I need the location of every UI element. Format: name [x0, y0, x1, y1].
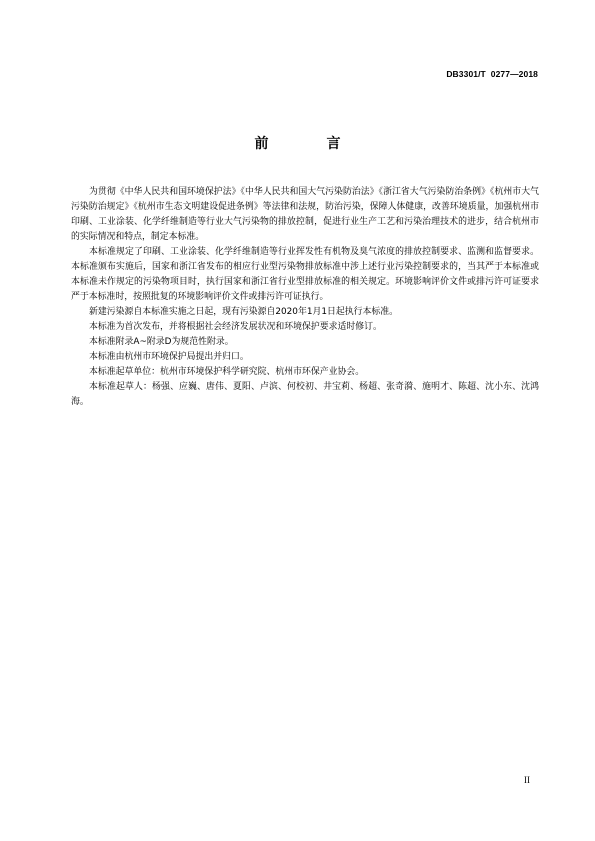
- page-title: 前 言: [254, 136, 363, 152]
- paragraph-purpose: 为贯彻《中华人民共和国环境保护法》《中华人民共和国大气污染防治法》《浙江省大气污染防治条例》《杭州市大气污染防治规定》《杭州市生态文明建设促进条例》等法律和法规，防治污染，保障人体健康，改善环境质量，加强杭州市印刷、工业涂装、化学纤维制造等行业大气污染物的排放控制，促进行业生产工艺和污染治理技术的进步，结合杭州市的实际情况和特点，制定本标准。: [71, 187, 539, 242]
- paragraph-scope: 本标准规定了印刷、工业涂装、化学纤维制造等行业挥发性有机物及臭气浓度的排放控制要求、监测和监督要求。本标准颁布实施后，国家和浙江省发布的相应行业型污染物排放标准中涉上述行业污染控制要求的，当其严于本标准或本标准未作规定的污染物项目时，执行国家和浙江省行业型排放标准的相关规定。环境影响评价文件或排污许可证要求严于本标准时，按照批复的环境影响评价文件或排污许可证执行。: [71, 247, 539, 302]
- paragraph-implementation-date: 新建污染源自本标准实施之日起，现有污染源自2020年1月1日起执行本标准。: [89, 307, 399, 317]
- paragraph-proposer: 本标准由杭州市环境保护局提出并归口。: [89, 352, 249, 362]
- paragraph-first-release: 本标准为首次发布，并将根据社会经济发展状况和环境保护要求适时修订。: [89, 322, 382, 332]
- paragraph-drafters: 本标准起草人：杨强、应巍、唐伟、夏阳、卢滨、何校初、井宝莉、杨超、张奇漪、施明才、陈超、沈小东、沈鸿海。: [71, 382, 539, 407]
- paragraph-appendix: 本标准附录A~附录D为规范性附录。: [89, 337, 234, 347]
- paragraph-drafting-units: 本标准起草单位：杭州市环境保护科学研究院、杭州市环保产业协会。: [89, 367, 365, 377]
- page-number: II: [524, 775, 530, 785]
- document-code: DB3301/T 0277—2018: [446, 69, 538, 79]
- foreword-body: [71, 185, 539, 410]
